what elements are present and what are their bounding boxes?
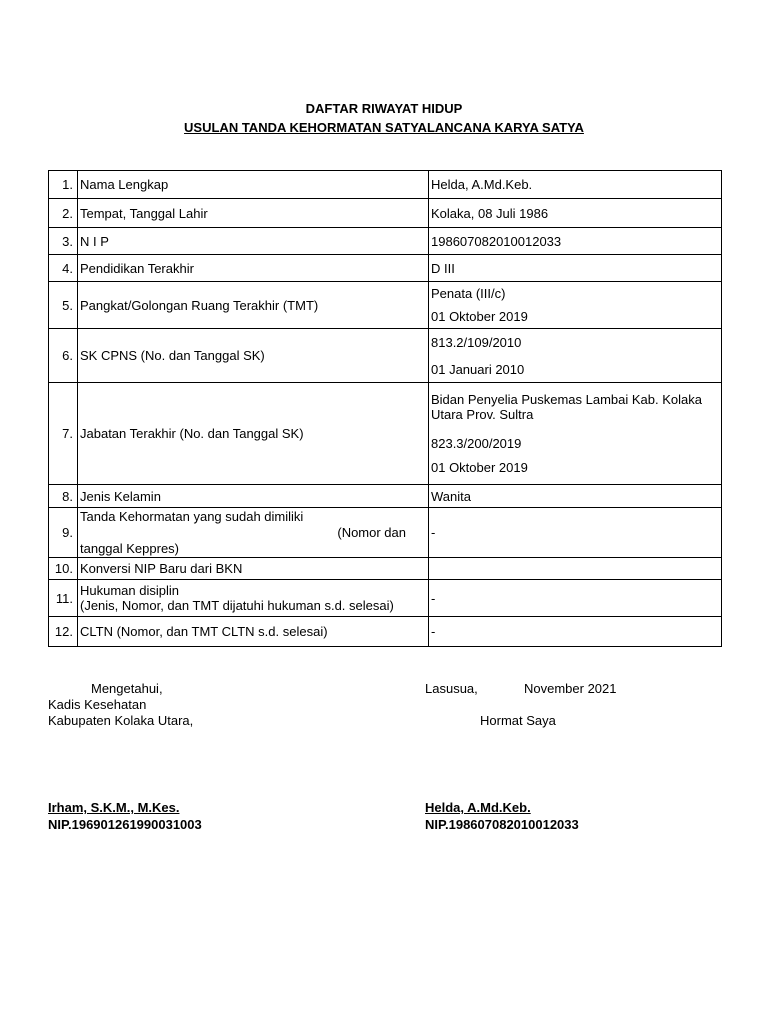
row-value: Helda, A.Md.Keb. bbox=[429, 171, 722, 199]
table-row bbox=[49, 508, 722, 558]
honor-label-line: Tanda Kehormatan yang sudah dimiliki bbox=[80, 509, 304, 524]
signer-nip: NIP.198607082010012033 bbox=[425, 817, 579, 832]
document-title: DAFTAR RIWAYAT HIDUP bbox=[305, 101, 463, 116]
table-row bbox=[49, 199, 722, 228]
row-value bbox=[429, 329, 722, 383]
head-nip: NIP.196901261990031003 bbox=[48, 817, 202, 832]
table-row bbox=[49, 329, 722, 383]
table-row bbox=[49, 485, 722, 508]
head-position: Kadis Kesehatan bbox=[48, 697, 147, 712]
row-number: 6. bbox=[49, 329, 78, 383]
head-region: Kabupaten Kolaka Utara, bbox=[48, 713, 194, 728]
place-label: Lasusua, bbox=[425, 681, 478, 696]
row-label: Nama Lengkap bbox=[78, 171, 429, 199]
row-number: 11. bbox=[49, 580, 78, 617]
row-value bbox=[429, 383, 722, 485]
row-label: CLTN (Nomor, dan TMT CLTN s.d. selesai) bbox=[78, 617, 429, 647]
table-row bbox=[49, 558, 722, 580]
rank-tmt-value: 01 Oktober 2019 bbox=[431, 309, 528, 324]
table-row bbox=[49, 617, 722, 647]
row-number: 12. bbox=[49, 617, 78, 647]
row-number: 10. bbox=[49, 558, 78, 580]
row-number: 2. bbox=[49, 199, 78, 228]
honor-label-line: tanggal Keppres) bbox=[80, 541, 180, 556]
row-label: Jenis Kelamin bbox=[78, 485, 429, 508]
table-row bbox=[49, 255, 722, 282]
honor-label-line: (Nomor dan bbox=[337, 525, 406, 540]
table-row bbox=[49, 171, 722, 199]
row-label: Pendidikan Terakhir bbox=[78, 255, 429, 282]
sk-cpns-number: 813.2/109/2010 bbox=[431, 334, 522, 350]
row-number: 7. bbox=[49, 383, 78, 485]
signer-name: Helda, A.Md.Keb. bbox=[425, 800, 531, 815]
discipline-label-line: (Jenis, Nomor, dan TMT dijatuhi hukuman s.d. selesai) bbox=[80, 598, 394, 613]
table-row bbox=[49, 383, 722, 485]
sk-cpns-date: 01 Januari 2010 bbox=[431, 361, 525, 377]
rank-value: Penata (III/c) bbox=[431, 286, 506, 301]
row-value: - bbox=[429, 580, 722, 617]
row-number: 9. bbox=[49, 508, 78, 558]
row-value: D III bbox=[429, 255, 722, 282]
row-value: - bbox=[429, 508, 722, 558]
row-value bbox=[429, 558, 722, 580]
position-sk-date: 01 Oktober 2019 bbox=[431, 460, 528, 475]
row-label bbox=[78, 580, 429, 617]
date-label: November 2021 bbox=[524, 681, 617, 696]
position-value: Bidan Penyelia Puskemas Lambai Kab. Kolaka Utara Prov. Sultra bbox=[431, 392, 702, 422]
row-label: Pangkat/Golongan Ruang Terakhir (TMT) bbox=[78, 282, 429, 329]
row-value: Wanita bbox=[429, 485, 722, 508]
row-number: 8. bbox=[49, 485, 78, 508]
row-label: N I P bbox=[78, 228, 429, 255]
row-label: Konversi NIP Baru dari BKN bbox=[78, 558, 429, 580]
row-value: 198607082010012033 bbox=[429, 228, 722, 255]
row-value: - bbox=[429, 617, 722, 647]
biodata-table bbox=[48, 170, 722, 647]
acknowledged-label: Mengetahui, bbox=[91, 681, 163, 696]
table-row bbox=[49, 228, 722, 255]
discipline-label-line: Hukuman disiplin bbox=[80, 583, 179, 598]
position-sk-number: 823.3/200/2019 bbox=[431, 436, 522, 451]
table-row bbox=[49, 580, 722, 617]
row-number: 1. bbox=[49, 171, 78, 199]
row-value: Kolaka, 08 Juli 1986 bbox=[429, 199, 722, 228]
row-number: 4. bbox=[49, 255, 78, 282]
row-label: Tempat, Tanggal Lahir bbox=[78, 199, 429, 228]
row-value bbox=[429, 282, 722, 329]
row-label: SK CPNS (No. dan Tanggal SK) bbox=[78, 329, 429, 383]
table-row bbox=[49, 282, 722, 329]
document-subtitle: USULAN TANDA KEHORMATAN SATYALANCANA KARYA SATYA bbox=[184, 120, 584, 135]
row-number: 3. bbox=[49, 228, 78, 255]
row-number: 5. bbox=[49, 282, 78, 329]
head-name: Irham, S.K.M., M.Kes. bbox=[48, 800, 180, 815]
row-label bbox=[78, 508, 429, 558]
row-label: Jabatan Terakhir (No. dan Tanggal SK) bbox=[78, 383, 429, 485]
regards-label: Hormat Saya bbox=[480, 713, 556, 728]
